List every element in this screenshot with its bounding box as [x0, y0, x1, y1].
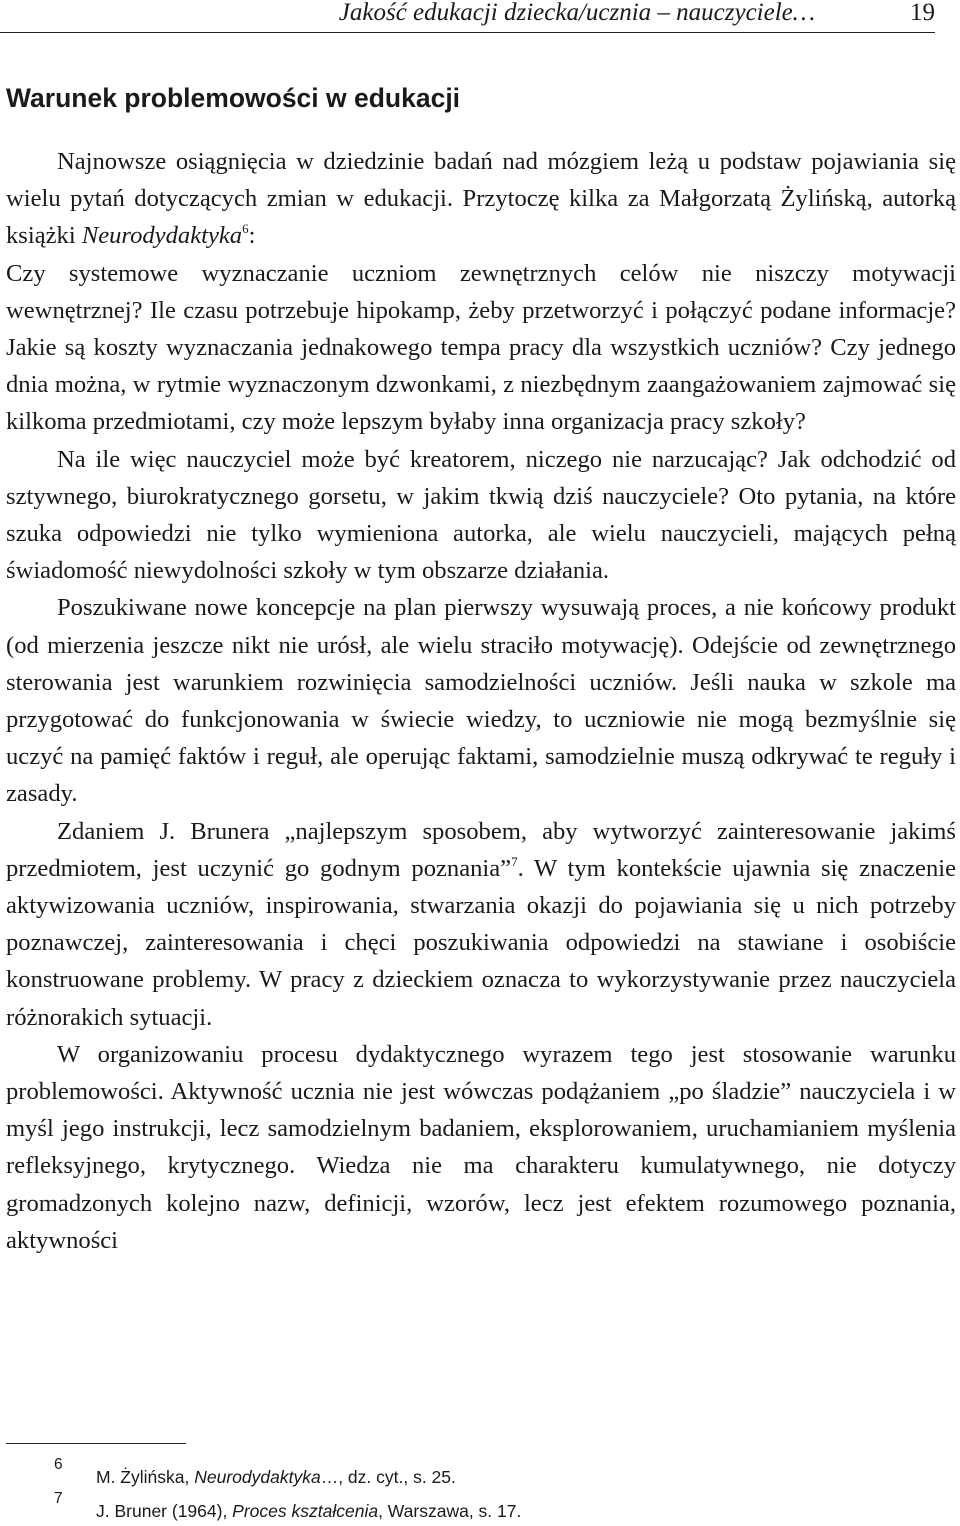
body-text: [6, 143, 956, 1259]
footnote-divider: [6, 1443, 186, 1444]
running-head: [0, 0, 935, 33]
paragraph-1-colon: :: [248, 222, 256, 250]
footnote-author: M. Żylińska,: [96, 1467, 195, 1487]
paragraph-5: [6, 813, 956, 1036]
book-title-neurodydaktyka: Neurodydaktyka: [81, 222, 243, 250]
paragraph-1-text: Najnowsze osiągnięcia w dziedzinie badań nad mózgiem leżą u podstaw pojawiania się wielu pytań dotyczących zmian w edukacji. Przytoczę kilka za Małgorzatą Żylińską, autorką książki: [6, 148, 956, 250]
paragraph-5-quote: Zdaniem J. Brunera „najlepszym sposobem, aby wytworzyć zainteresowanie jakimś przedmiotem, jest uczynić go godnym poznania”: [6, 817, 956, 882]
footnote-book-title: Proces kształcenia: [232, 1501, 379, 1521]
footnote-7: [6, 1492, 906, 1522]
footnote-ref-7[interactable]: 7: [511, 853, 518, 869]
page-number: 19: [910, 0, 935, 26]
footnote-author: J. Bruner (1964),: [96, 1501, 233, 1521]
footnote-text: [96, 1466, 456, 1488]
paragraph-6: W organizowaniu procesu dydaktycznego wyrazem tego jest stosowanie warunku problemowości. Aktywność ucznia nie jest wówczas podążaniem „po śladzie” nauczyciela i w myśl jego instrukcji, lecz samodzielnym badaniem, eksplorowaniem, uruchamianiem myślenia refleksyjnego, krytycznego. Wiedza nie ma charakteru kumulatywnego, nie dotyczy gromadzonych kolejno nazw, definicji, wzorów, lecz jest efektem rozumowego poznania, aktywności: [6, 1040, 956, 1254]
footnote-details: , Warszawa, s. 17.: [378, 1501, 522, 1521]
paragraph-5-text: . W tym kontekście ujawnia się znaczenie aktywizowania uczniów, inspirowania, stwarzania okazji do pojawiania się u nich potrzeby poznawczej, zainteresowania i chęci poszukiwania odpowiedzi na stawiane i osobiście konstruowane problemy. W pracy z dzieckiem oznacza to wykorzystywanie przez nauczyciela różnorakich sytuacji.: [6, 854, 956, 1031]
paragraph-2: Czy systemowe wyznaczanie uczniom zewnętrznych celów nie niszczy motywacji wewnętrznej? Ile czasu potrzebuje hipokamp, żeby przetworzyć i połączyć podane informacje? Jakie są koszty wyznaczania jednakowego tempa pracy dla wszystkich uczniów? Czy jednego dnia można, w rytmie wyznaczonym dzwonkami, z niezbędnym zaangażowaniem zajmować się kilkoma przedmiotami, czy może lepszym byłaby inna organizacja pracy szkoły?: [6, 259, 956, 436]
footnote-details: …, dz. cyt., s. 25.: [320, 1467, 456, 1487]
footnote-book-title: Neurodydaktyka: [194, 1467, 321, 1487]
footnotes: [6, 1458, 906, 1526]
paragraph-4: Poszukiwane nowe koncepcje na plan pierwszy wysuwają proces, a nie końcowy produkt (od mierzenia jeszcze nikt nie urósł, ale wielu straciło motywację). Odejście od zewnętrznego sterowania jest warunkiem rozwinięcia samodzielności uczniów. Jeśli nauka w szkole ma przygotować do funkcjonowania w świecie wiedzy, to uczniowie nie mogą bezmyślnie się uczyć na pamięć faktów i reguł, ale operując faktami, samodzielnie muszą odkrywać te reguły i zasady.: [6, 594, 956, 808]
paragraph-1: [6, 143, 956, 255]
footnote-number: 6: [54, 1456, 63, 1473]
footnote-text: [96, 1500, 521, 1522]
section-heading: Warunek problemowości w edukacji: [6, 83, 461, 113]
paragraph-3: Na ile więc nauczyciel może być kreatorem, niczego nie narzucając? Jak odchodzić od sztywnego, biurokratycznego gorsetu, w jakim tkwią dziś nauczyciele? Oto pytania, na które szuka odpowiedzi nie tylko wymieniona autorka, ale wielu nauczycieli, mających pełną świadomość niewydolności szkoły w tym obszarze działania.: [6, 445, 956, 585]
running-head-title: Jakość edukacji dziecka/ucznia – nauczyciele…: [338, 0, 815, 26]
footnote-ref-6[interactable]: 6: [242, 221, 249, 237]
footnote-number: 7: [54, 1490, 63, 1507]
footnote-6: [6, 1458, 906, 1488]
